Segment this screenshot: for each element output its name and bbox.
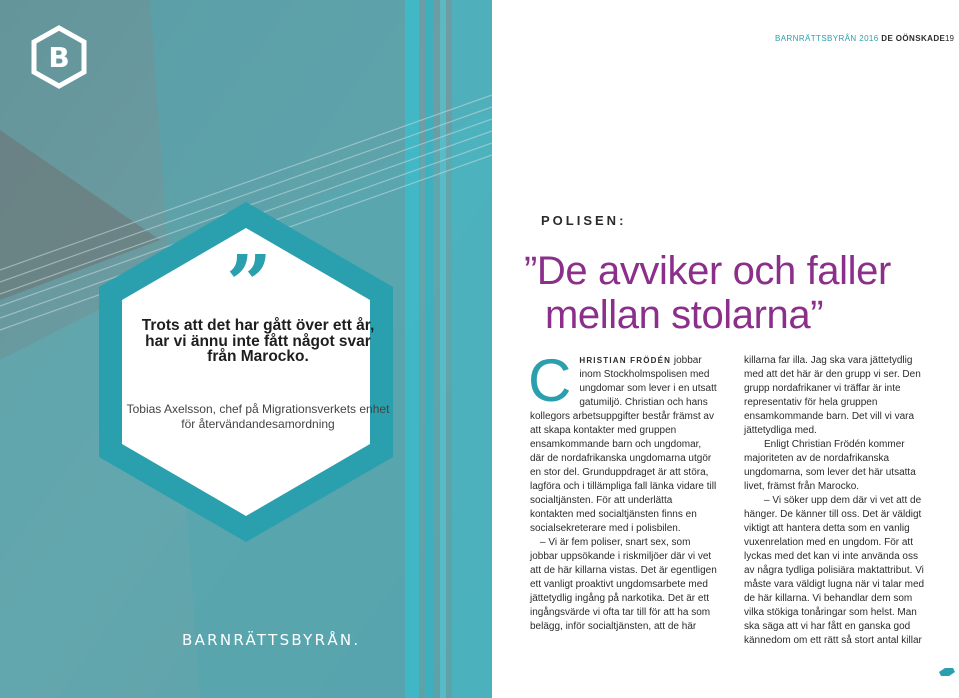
drop-cap: C xyxy=(528,347,572,414)
end-of-article-icon xyxy=(937,666,957,678)
publication-name: BARNRÄTTSBYRÅN 2016 xyxy=(775,34,879,43)
body-column-2 xyxy=(744,354,930,648)
headline-line-2: mellan stolarna” xyxy=(545,293,824,337)
quote-mark-icon: ” xyxy=(226,237,263,331)
page-number: 19 xyxy=(945,34,954,43)
svg-text:B: B xyxy=(48,41,70,74)
article-headline xyxy=(524,249,954,337)
paragraph: killarna far illa. Jag ska vara jättetydlig med att det här är den grupp vi ser. Den grupp nordafrikaner vi träffar är inte representativ för hela gruppen ensamkommande barn. Det vill vi vara jättetydliga med. xyxy=(744,355,921,436)
brand-wordmark: BARNRÄTTSBYRÅN. xyxy=(182,631,361,649)
body-column-1 xyxy=(528,347,718,634)
article-kicker: POLISEN: xyxy=(541,213,627,228)
pull-quote-attribution: Tobias Axelsson, chef på Migrationsverkets enhet för återvändandesamordning xyxy=(126,402,390,431)
headline-line-1: ”De avviker och faller xyxy=(524,249,891,293)
paragraph-text: jobbar inom Stockholmspolisen med ungdomar som lever i en utsatt gatumiljö. Christian och hans kollegors arbetsuppgifter består främst av att skapa kontakter med gruppen ensamkommande barn och ungdomar, där de nordafrikanska ungdomarna utgör en stor del. Grunduppdraget är att störa, lagföra och i tillämpliga fall länka vidare till socialtjänsten. För att underlätta kontakten med socialtjänsten finns en socialsekreterare med i polisbilen. xyxy=(530,355,717,534)
paragraph xyxy=(528,347,718,536)
byline-name: HRISTIAN FRÖDÉN xyxy=(579,356,672,365)
paragraph: Enligt Christian Frödén kommer majoriteten av de nordafrikanska ungdomarna, som lever det här utsatta livet, främst från Marocko. xyxy=(744,439,916,492)
running-head xyxy=(775,34,945,43)
barnrattsbyran-logo-icon xyxy=(30,25,88,89)
paragraph: – Vi är fem poliser, snart sex, som jobbar uppsökande i riskmiljöer där vi vet att de här killarna vistas. Det är egentligen ett vanligt proaktivt ungdomsarbete med jättetydlig ingång på narkotika. Det är ett ingångsvärde vi ofta tar till för att ha som belägg, inför socialtjänsten, att de här xyxy=(530,537,717,632)
section-name: DE OÖNSKADE xyxy=(881,34,946,43)
pull-quote: Trots att det har gått över ett år, har vi ännu inte fått något svar från Marocko. xyxy=(141,317,375,365)
paragraph: – Vi söker upp dem där vi vet att de hänger. De känner till oss. Det är väldigt viktigt att hantera detta som en vanlig vuxenrelation med en ungdom. För att lyckas med det kan vi inte använda oss av några tydliga polisiära maktattribut. Vi måste vara väldigt lugna när vi talar med de här killarna. Vi behandlar dem som vilka stökiga tonåringar som helst. Man ska säga att vi har fått en ganska god kännedom om ett rätt så stort antal killar xyxy=(744,495,925,646)
right-page xyxy=(492,0,959,698)
